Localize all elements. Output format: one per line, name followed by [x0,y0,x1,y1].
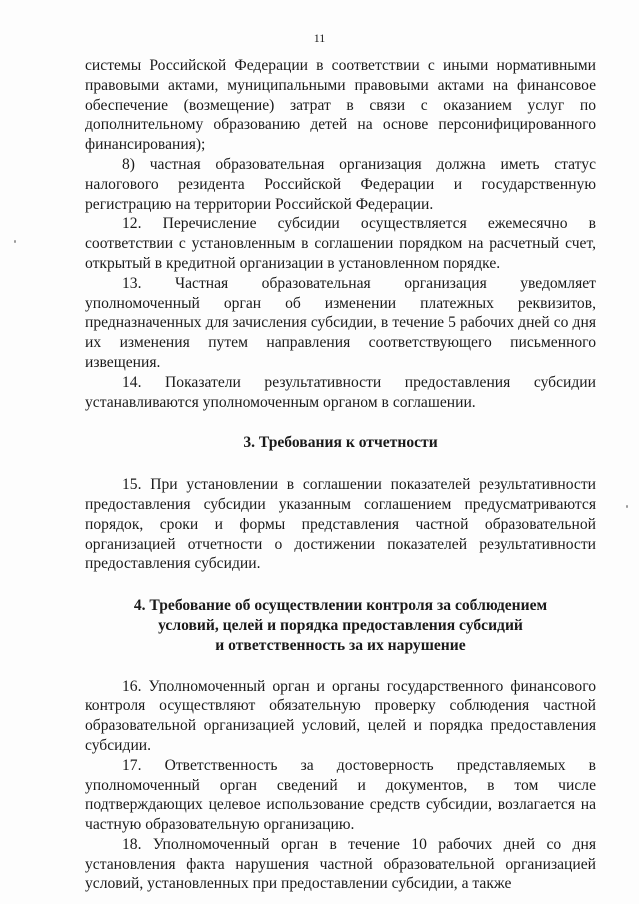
paragraph-item-8: 8) частная образовательная организация должна иметь статус налогового резидента Российской Федерации и государственную регистрацию на территории Российской Федерации. [85,155,596,213]
paragraph-18: 18. Уполномоченный орган в течение 10 рабочих дней со дня установления факта нарушения частной образовательной организацией условий, установленных при предоставлении субсидии, а также [85,835,596,893]
scan-speck [626,505,628,508]
spacer [85,574,596,596]
paragraph-14: 14. Показатели результативности предоставления субсидии устанавливаются уполномоченным органом в соглашении. [85,373,596,411]
page-number: 11 [313,31,326,45]
paragraph-17: 17. Ответственность за достоверность представляемых в уполномоченный орган сведений и документов, в том числе подтверждающих целевое использование средств субсидии, возлагается на частную образовательную организацию. [85,756,596,834]
spacer [85,412,596,433]
spacer [85,656,596,677]
section-4-heading-line-3: и ответственность за их нарушение [215,636,466,654]
section-3-heading: 3. Требования к отчетности [243,434,438,452]
paragraph-16: 16. Уполномоченный орган и органы государственного финансового контроля осуществляют обязательную проверку соблюдения частной образовательной организацией условий, целей и порядка предоставления субсидии. [85,677,596,754]
spacer [85,453,596,475]
section-4-heading [85,596,596,655]
section-4-heading-line-1: 4. Требование об осуществлении контроля за соблюдением [133,597,548,615]
scan-speck [14,240,16,243]
paragraph-continuation: системы Российской Федерации в соответствии с иными нормативными правовыми актами, муниципальными правовыми актами на финансовое обеспечение (возмещение) затрат в связи с оказанием услуг по дополнительному образованию детей на основе персонифицированного финансирования); [85,57,596,154]
paragraph-13: 13. Частная образовательная организация уведомляет уполномоченный орган об изменении платежных реквизитов, предназначенных для зачисления субсидии, в течение 5 рабочих дней со дня их изменения путем направления соответствующего письменного извещения. [85,274,596,371]
paragraph-15: 15. При установлении в соглашении показателей результативности предоставления субсидии указанным соглашением предусматриваются порядок, сроки и формы представления частной образовательной организацией отчетности о достижении показателей результативности предоставления субсидии. [85,476,596,573]
section-4-heading-line-2: условий, целей и порядка предоставления субсидий [158,616,523,634]
paragraph-12: 12. Перечисление субсидии осуществляется ежемесячно в соответствии с установленным в соглашении порядком на расчетный счет, открытый в кредитной организации в установленном порядке. [85,215,596,272]
document-body [85,56,596,894]
